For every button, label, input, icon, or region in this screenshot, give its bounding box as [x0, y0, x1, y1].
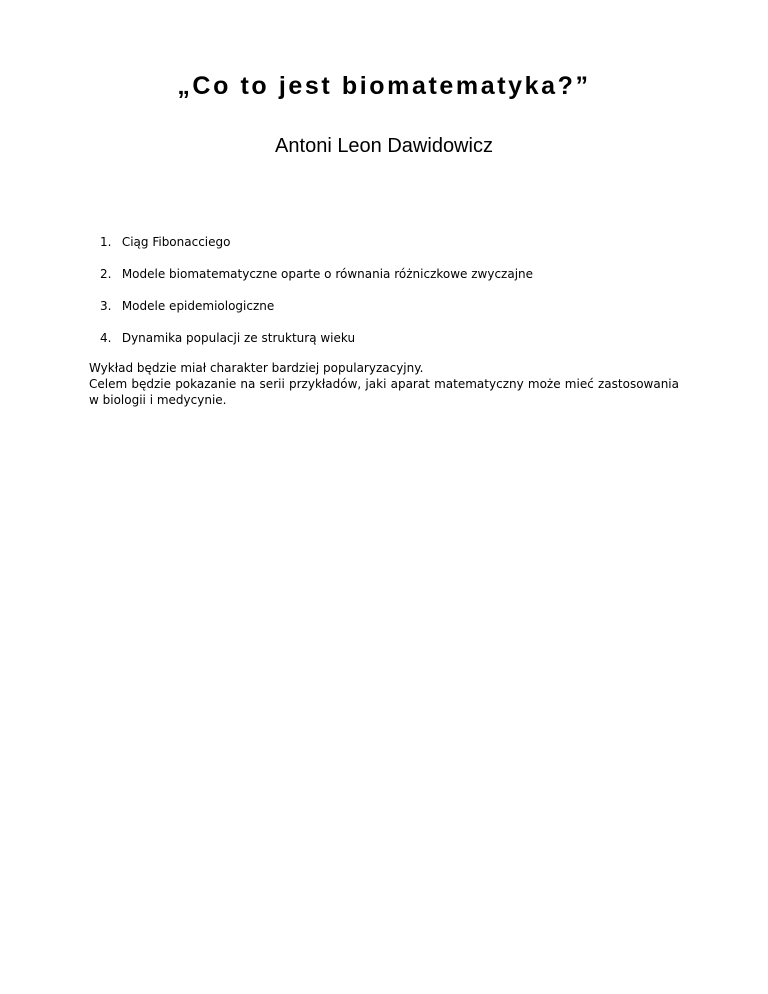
topic-number: 3. [100, 299, 112, 313]
document-title: „Co to jest biomatematyka?” [177, 72, 591, 100]
topic-text: Modele biomatematyczne oparte o równania różniczkowe zwyczajne [121, 267, 534, 281]
topic-item [100, 230, 533, 254]
topic-item [100, 294, 533, 318]
topic-text: Ciąg Fibonacciego [121, 235, 231, 249]
topic-item [100, 326, 533, 350]
topic-list [100, 230, 533, 358]
topic-text: Dynamika populacji ze strukturą wieku [121, 331, 356, 345]
description-paragraph: Wykład będzie miał charakter bardziej popularyzacyjny. [89, 361, 424, 375]
topic-number: 1. [100, 235, 112, 249]
topic-number: 4. [100, 331, 112, 345]
lecture-description [89, 360, 679, 408]
topic-text: Modele epidemiologiczne [121, 299, 275, 313]
topic-number: 2. [100, 267, 112, 281]
topic-item [100, 262, 533, 286]
description-paragraph: Celem będzie pokazanie na serii przykładów, jaki aparat matematyczny może mieć zastosowania w biologii i medycynie. [89, 377, 679, 407]
document-author: Antoni Leon Dawidowicz [275, 135, 493, 157]
